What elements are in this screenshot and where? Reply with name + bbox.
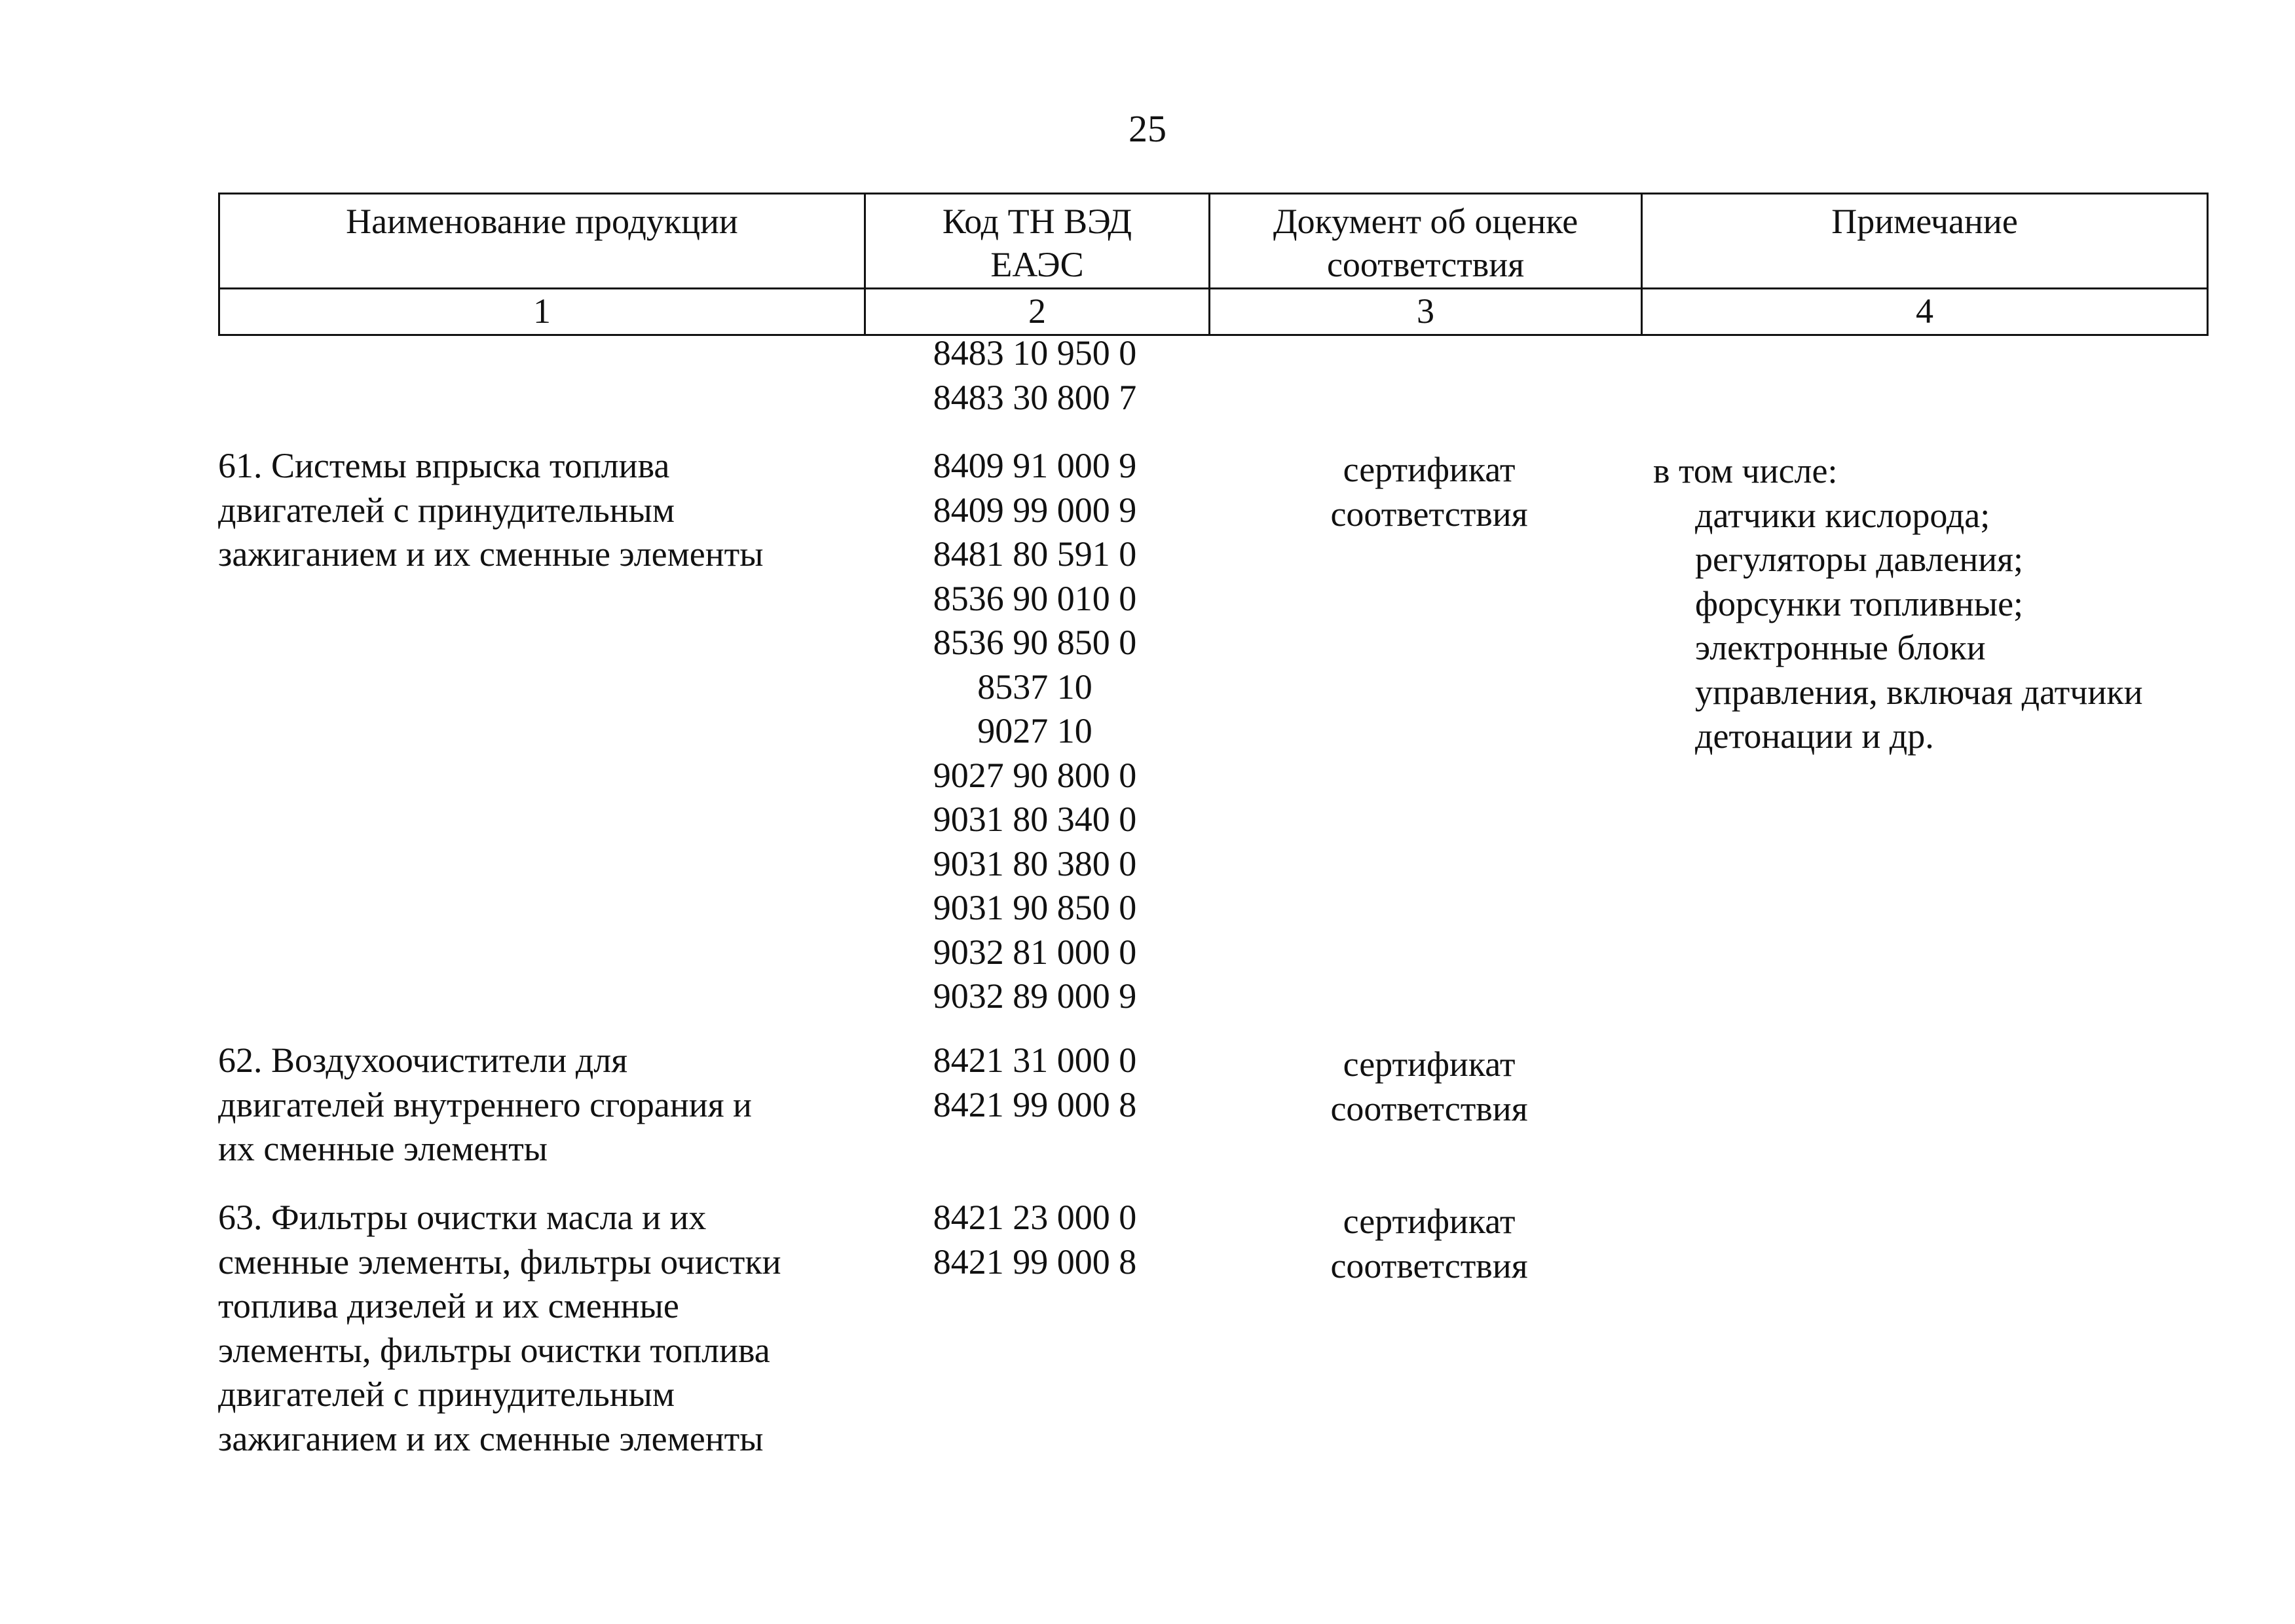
item-61-note (1653, 449, 2216, 759)
item-61-document (1220, 448, 1639, 536)
hs-code: 8409 91 000 9 (933, 446, 1137, 485)
hs-code: 8537 10 (977, 667, 1092, 707)
header-note (1642, 194, 2208, 289)
note-line: датчики кислорода; (1695, 495, 1990, 535)
hs-code: 8409 99 000 9 (933, 490, 1137, 530)
item-name-line: топлива дизелей и их сменные (218, 1286, 679, 1325)
table-header (218, 193, 2209, 336)
hs-code: 8483 30 800 7 (933, 377, 1137, 417)
hs-code: 9032 89 000 9 (933, 976, 1137, 1016)
column-number: 3 (1210, 289, 1642, 335)
item-62-name (218, 1039, 847, 1172)
item-name-line: зажиганием и их сменные элементы (218, 1418, 764, 1458)
hs-code: 8421 99 000 8 (933, 1242, 1137, 1282)
header-product-name (219, 194, 865, 289)
header-text: соответствия (1326, 245, 1525, 284)
column-number: 1 (219, 289, 865, 335)
item-61-codes (865, 444, 1205, 1019)
item-62-document (1220, 1043, 1639, 1131)
hs-code: 8421 23 000 0 (933, 1198, 1137, 1237)
item-61-name (218, 444, 847, 577)
header-text: ЕАЭС (990, 245, 1084, 284)
hs-code: 9027 10 (977, 711, 1092, 750)
item-name-line: 62. Воздухоочистители для (218, 1041, 628, 1080)
page-number: 25 (1129, 107, 1166, 150)
document-line: соответствия (1330, 494, 1528, 534)
note-line: регуляторы давления; (1695, 540, 2023, 579)
document-line: сертификат (1343, 450, 1516, 489)
hs-code: 9031 90 850 0 (933, 888, 1137, 927)
item-name-line: двигателей с принудительным (218, 490, 675, 530)
item-name-line: двигателей с принудительным (218, 1375, 675, 1414)
hs-code: 8481 80 591 0 (933, 534, 1137, 574)
item-name-line: их сменные элементы (218, 1129, 548, 1168)
hs-code: 8536 90 010 0 (933, 578, 1137, 618)
column-number: 2 (865, 289, 1210, 335)
item-name-line: элементы, фильтры очистки топлива (218, 1330, 770, 1370)
hs-code: 9031 80 380 0 (933, 843, 1137, 883)
header-text: Код ТН ВЭД (942, 202, 1132, 241)
header-text: Примечание (1831, 202, 2018, 241)
hs-code: 8536 90 850 0 (933, 623, 1137, 662)
note-line: форсунки топливные; (1695, 583, 2024, 623)
document-line: соответствия (1330, 1246, 1528, 1285)
hs-code: 8421 31 000 0 (933, 1041, 1137, 1080)
note-line: управления, включая датчики (1695, 672, 2143, 712)
hs-code: 9027 90 800 0 (933, 755, 1137, 795)
item-name-line: сменные элементы, фильтры очистки (218, 1242, 781, 1282)
hs-code: 9031 80 340 0 (933, 800, 1137, 839)
header-conformity-document (1210, 194, 1642, 289)
document-line: сертификат (1343, 1202, 1516, 1241)
hs-code: 9032 81 000 0 (933, 932, 1137, 972)
hs-code: 8421 99 000 8 (933, 1084, 1137, 1124)
continuation-codes (865, 331, 1205, 420)
item-name-line: двигателей внутреннего сгорания и (218, 1084, 752, 1124)
header-text: Документ об оценке (1273, 202, 1578, 241)
item-name-line: зажиганием и их сменные элементы (218, 534, 764, 574)
header-hs-code (865, 194, 1210, 289)
item-name-line: 61. Системы впрыска топлива (218, 446, 670, 485)
note-heading: в том числе: (1653, 451, 1838, 490)
item-63-document (1220, 1200, 1639, 1288)
item-63-name (218, 1196, 847, 1461)
document-line: сертификат (1343, 1044, 1516, 1084)
header-text: Наименование продукции (346, 202, 738, 241)
document-line: соответствия (1330, 1088, 1528, 1128)
note-line: электронные блоки (1695, 628, 1986, 667)
item-63-codes (865, 1196, 1205, 1284)
column-number: 4 (1642, 289, 2208, 335)
hs-code: 8483 10 950 0 (933, 333, 1137, 373)
item-62-codes (865, 1039, 1205, 1127)
item-name-line: 63. Фильтры очистки масла и их (218, 1198, 707, 1237)
note-line: детонации и др. (1695, 716, 1934, 756)
